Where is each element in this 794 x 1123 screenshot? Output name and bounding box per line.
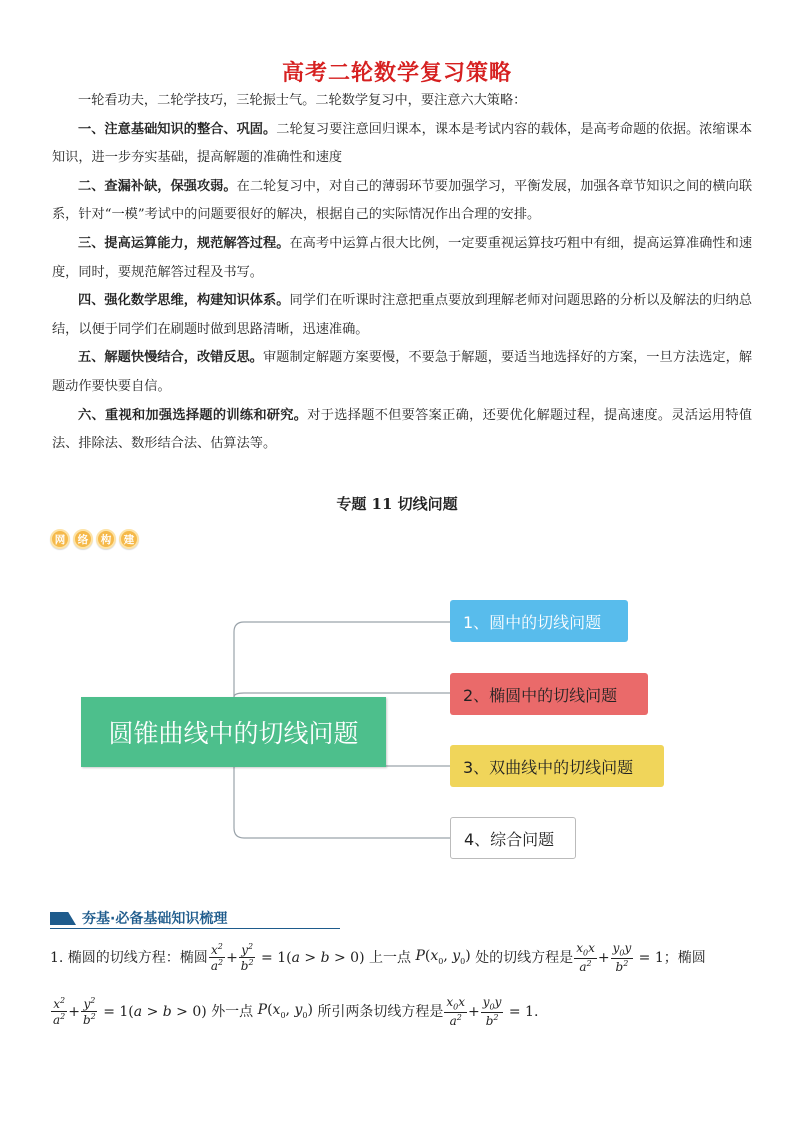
section-heading-text: 夯基·必备基础知识梳理 [82, 911, 228, 927]
strategy-3-text: 在高考中运算占很大比例，一定要重视运算技巧粗中有细，提高运算准确性和速度，同时，要规范解答过程及书写。 [52, 235, 753, 280]
fraction-x0x-a2-b: $\frac{x_0x}{a^2}$ [446, 995, 466, 1029]
topic-title: 专题 11 切线问题 [336, 495, 458, 513]
item-1-text-d: ；椭圆 [663, 949, 706, 966]
item-1-text-f: 所引两条切线方程是 [317, 1003, 444, 1020]
item-1-line-1: 1. 椭圆的切线方程：椭圆 $\frac{x^2}{a^2}$ + $\frac{y^2}{b^2}$ = 1(a > b > 0) 上一点 $P(x_0$, $y_0$) 处的切线方程是 $\frac{x_0x}{a^2}$ + $\frac{y_0y}{b^2}$ = 1 ；椭圆 [50, 941, 706, 975]
connector-4 [234, 767, 450, 838]
strategy-4-text: 同学们在听课时注意把重点要放到理解老师对问题思路的分析以及解法的归纳总结，以便于同学们在刷题时做到思路清晰，迅速准确。 [52, 293, 753, 337]
fraction-y0y-b2-b: $\frac{y_0y}{b^2}$ [482, 995, 502, 1029]
section-heading [50, 908, 340, 930]
strategy-6-text: 对于选择题不但要答案正确，还要优化解题过程，提高速度。灵活运用特值法、排除法、数形结合法、估算法等。 [52, 407, 753, 452]
badge-char-2: 络 [73, 529, 93, 549]
strategy-2-text: 在二轮复习中，对自己的薄弱环节要加强学习，平衡发展，加强各章节知识之间的横向联系，针对“一模”考试中的问题要很好的解决，根据自己的实际情况作出合理的安排。 [52, 178, 753, 223]
item-1-text-c: 处的切线方程是 [475, 949, 574, 966]
fraction-y2-b2: $\frac{y^2}{b^2}$ [240, 942, 254, 974]
fraction-x2-a2-b: $\frac{x^2}{a^2}$ [53, 996, 66, 1028]
mindmap-node-comprehensive: 4、综合问题 [450, 817, 576, 859]
fraction-y0y-b2: $\frac{y_0y}{b^2}$ [612, 941, 632, 975]
fraction-x0x-a2: $\frac{x_0x}{a^2}$ [576, 941, 595, 975]
mindmap-node-ellipse: 2、椭圆中的切线问题 [450, 673, 648, 715]
strategy-6-lead: 六、重视和加强选择题的训练和研究。 [78, 407, 308, 423]
section-bar-icon [50, 912, 76, 925]
strategy-3-lead: 三、提高运算能力，规范解答过程。 [78, 235, 290, 251]
fraction-x2-a2: $\frac{x^2}{a^2}$ [210, 942, 224, 974]
item-1-text-a: 1. 椭圆的切线方程：椭圆 [50, 949, 208, 966]
mindmap-node-hyperbola: 3、双曲线中的切线问题 [450, 745, 664, 787]
item-1-text-e: 外一点 [211, 1003, 254, 1020]
strategy-5-lead: 五、解题快慢结合，改错反思。 [78, 350, 264, 366]
strategy-1-text: 二轮复习要注意回归课本，课本是考试内容的载体，是高考命题的依据。浓缩课本知识，进一步夯实基础，提高解题的准确性和速度 [52, 121, 753, 166]
fraction-y2-b2-b: $\frac{y^2}{b^2}$ [82, 996, 96, 1028]
mindmap-node-circle: 1、圆中的切线问题 [450, 600, 628, 642]
section-underline [50, 928, 340, 929]
strategy-4-lead: 四、强化数学思维，构建知识体系。 [78, 293, 290, 309]
page-title: 高考二轮数学复习策略 [281, 61, 512, 86]
badge-char-1: 网 [50, 529, 70, 549]
item-1-text-b: 上一点 [369, 949, 411, 966]
item-1-line-2: $\frac{x^2}{a^2}$ + $\frac{y^2}{b^2}$ = 1(a > b > 0) 外一点 $P(x_0$, $y_0$) 所引两条切线方程是 $\frac{x_0x}{a^2}$ + $\frac{y_0y}{b^2}$ = 1. [53, 995, 539, 1029]
strategy-2-lead: 二、查漏补缺，保强攻弱。 [78, 178, 237, 194]
mindmap-root: 圆锥曲线中的切线问题 [81, 697, 386, 767]
badge-char-4: 建 [119, 529, 139, 549]
connector-1 [234, 622, 450, 697]
intro-text: 一轮看功夫，二轮学技巧，三轮振士气。二轮数学复习中，要注意六大策略： [78, 93, 527, 108]
item-1-text-g: = 1. [508, 1003, 539, 1020]
strategy-5-text: 审题制定解题方案要慢，不要急于解题，要适当地选择好的方案，一旦方法选定，解题动作要快要自信。 [52, 350, 753, 394]
badge-char-3: 构 [96, 529, 116, 549]
strategy-1-lead: 一、注意基础知识的整合、巩固。 [78, 121, 277, 137]
